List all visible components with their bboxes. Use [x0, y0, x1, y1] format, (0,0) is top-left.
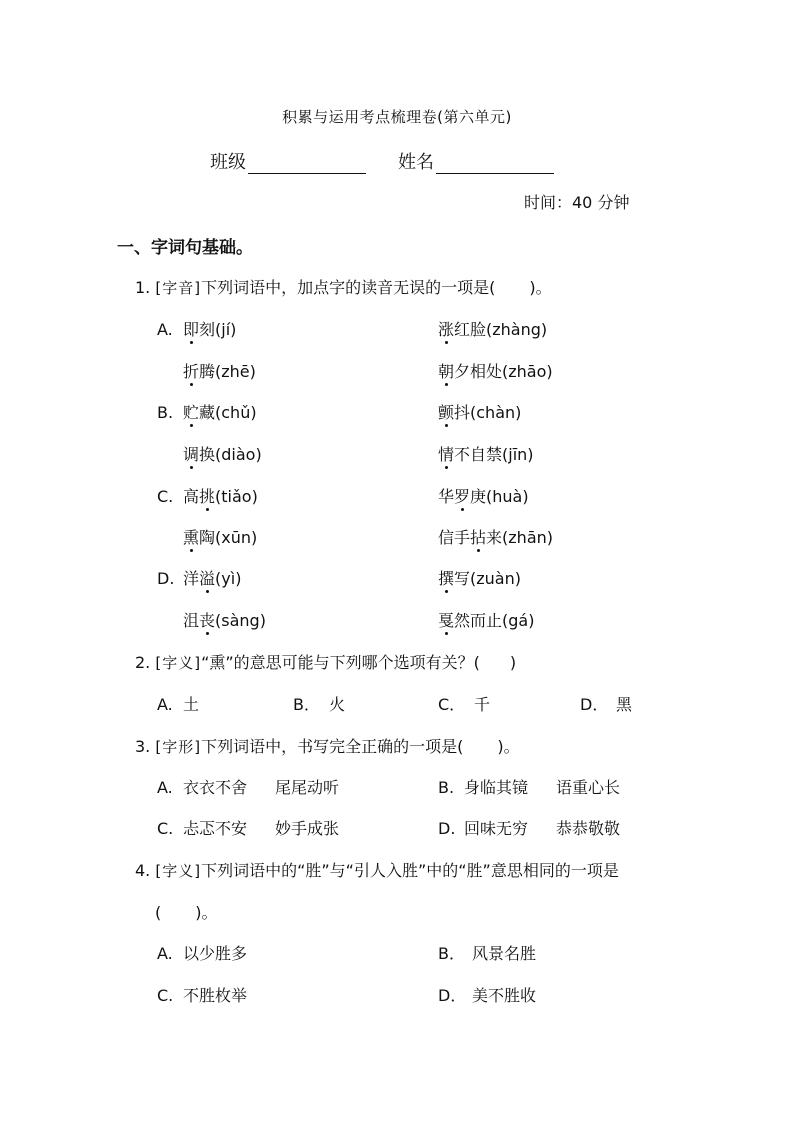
q2-option-c: [438, 692, 490, 715]
option-letter: B.: [438, 778, 455, 797]
q1-option-c-word2: [438, 484, 529, 507]
word-part: 高: [183, 487, 200, 506]
option-text: 美不胜收: [472, 986, 537, 1005]
option-text: 以少胜多: [183, 944, 248, 963]
question-tag: [字音]: [155, 279, 202, 297]
option-word: 恭恭敬敬: [556, 819, 621, 838]
word-part: 洋: [183, 569, 200, 588]
dotted-char: 溢: [199, 569, 216, 588]
dotted-char: 戛: [438, 611, 455, 630]
option-letter: D.: [157, 569, 175, 588]
q2-option-a: [157, 692, 199, 715]
question-tag: [字形]: [155, 738, 202, 756]
word-part: 华: [438, 487, 455, 506]
option-text: 不胜枚举: [183, 986, 248, 1005]
q1-option-b-word4: [438, 442, 534, 465]
dotted-char: 熏: [183, 528, 200, 547]
q4-option-b: [438, 941, 536, 964]
answer-paren-open: (: [155, 903, 162, 922]
word-part: 藏(chǔ): [199, 403, 257, 422]
q1-option-b-word3: [183, 442, 262, 465]
class-label: 班级: [210, 152, 246, 173]
q3-option-c: [157, 816, 339, 839]
word-part: 换(diào): [199, 445, 262, 464]
q1-option-d: [157, 566, 241, 589]
word-part: 庚(huà): [470, 487, 529, 506]
question-3-stem: [135, 734, 520, 757]
q1-option-b-word2: [438, 400, 521, 423]
q1-option-d-word2: [438, 566, 521, 589]
dotted-char: 折: [183, 362, 200, 381]
name-blank: [436, 173, 554, 174]
q1-option-d-word3: [183, 608, 266, 631]
class-field: [210, 148, 366, 174]
option-letter: D．: [580, 695, 609, 714]
class-blank: [248, 173, 366, 174]
option-word: 忐忑不安: [183, 819, 248, 838]
q1-option-c: [157, 484, 258, 507]
option-letter: A.: [157, 695, 173, 714]
option-word: 尾尾动听: [275, 778, 340, 797]
dotted-char: 丧: [199, 611, 216, 630]
question-number: 1.: [135, 278, 151, 297]
dotted-char: 朝: [438, 362, 455, 381]
question-tag: [字义]: [155, 862, 202, 880]
question-text: 下列词语中的“胜”与“引人入胜”中的“胜”意思相同的一项是: [201, 861, 619, 880]
option-word: 回味无穷: [464, 819, 529, 838]
question-number: 3.: [135, 737, 151, 756]
option-letter: A.: [157, 944, 173, 963]
option-letter: C.: [157, 819, 174, 838]
dotted-char: 拈: [470, 528, 487, 547]
question-text-end: )。: [497, 737, 520, 756]
word-part: 信手: [438, 528, 471, 547]
document-title: 积累与运用考点梳理卷(第六单元): [282, 108, 512, 126]
question-number: 4.: [135, 861, 151, 880]
option-letter: C.: [157, 487, 174, 506]
question-text-end: )。: [529, 278, 552, 297]
option-letter: D．: [438, 986, 467, 1005]
option-letter: D.: [438, 819, 456, 838]
dotted-char: 即: [183, 320, 200, 339]
question-tag: [字义]: [155, 654, 202, 672]
name-label: 姓名: [398, 152, 434, 173]
q1-option-a: [157, 317, 236, 340]
word-part: 抖(chàn): [454, 403, 522, 422]
word-part: 刻(jí): [199, 320, 237, 339]
option-text: 土: [183, 695, 200, 714]
option-text: 千: [474, 695, 491, 714]
question-1-stem: [135, 275, 552, 298]
q1-option-c-word4: [438, 525, 553, 548]
question-number: 2.: [135, 653, 151, 672]
option-letter: A.: [157, 778, 173, 797]
option-letter: C．: [438, 695, 466, 714]
dotted-char: 情: [438, 445, 455, 464]
word-part: 然而止(gá): [454, 611, 535, 630]
question-2-stem: [135, 650, 516, 673]
q3-option-d: [438, 816, 620, 839]
option-word: 语重心长: [556, 778, 621, 797]
option-text: 火: [329, 695, 346, 714]
q1-option-a-word2: [438, 317, 547, 340]
option-word: 妙手成张: [275, 819, 340, 838]
word-part: 不自禁(jīn): [454, 445, 534, 464]
name-field: [398, 148, 554, 174]
q1-option-b: [157, 400, 257, 423]
q2-option-b: [293, 692, 345, 715]
word-part: 夕相处(zhāo): [454, 362, 553, 381]
dotted-char: 挑: [199, 487, 216, 506]
answer-paren-close: )。: [195, 903, 218, 922]
q4-option-c: [157, 983, 247, 1006]
q1-option-a-word4: [438, 359, 553, 382]
dotted-char: 涨: [438, 320, 455, 339]
word-part: 红脸(zhàng): [454, 320, 548, 339]
word-part: 陶(xūn): [199, 528, 258, 547]
option-word: 身临其镜: [464, 778, 529, 797]
dotted-char: 颤: [438, 403, 455, 422]
section-title: 一、字词句基础。: [117, 238, 253, 258]
time-limit: 时间：40 分钟: [524, 193, 630, 212]
option-letter: A.: [157, 320, 173, 339]
word-part: 腾(zhē): [199, 362, 256, 381]
q3-option-a: [157, 775, 339, 798]
word-part: 写(zuàn): [454, 569, 521, 588]
question-text: “熏”的意思可能与下列哪个选项有关？(: [201, 653, 480, 672]
word-part: (tiǎo): [215, 487, 258, 506]
q1-option-c-word3: [183, 525, 257, 548]
option-letter: B．: [438, 944, 465, 963]
q4-option-d: [438, 983, 536, 1006]
question-text: 下列词语中，书写完全正确的一项是(: [201, 737, 464, 756]
q1-option-a-word3: [183, 359, 256, 382]
option-text: 风景名胜: [472, 944, 537, 963]
option-letter: C.: [157, 986, 174, 1005]
option-letter: B．: [293, 695, 320, 714]
question-4-answer-line: [155, 900, 218, 923]
dotted-char: 撰: [438, 569, 455, 588]
dotted-char: 罗: [454, 487, 471, 506]
question-text-end: ): [509, 653, 517, 672]
question-text: 下列词语中，加点字的读音无误的一项是(: [201, 278, 496, 297]
q1-option-d-word4: [438, 608, 534, 631]
dotted-char: 调: [183, 445, 200, 464]
option-text: 黑: [616, 695, 633, 714]
word-part: (yì): [215, 569, 242, 588]
q3-option-b: [438, 775, 620, 798]
option-word: 衣衣不舍: [183, 778, 248, 797]
q4-option-a: [157, 941, 247, 964]
option-letter: B.: [157, 403, 174, 422]
word-part: 沮: [183, 611, 200, 630]
word-part: 来(zhān): [486, 528, 554, 547]
question-4-stem: [135, 858, 619, 881]
word-part: (sàng): [215, 611, 266, 630]
dotted-char: 贮: [183, 403, 200, 422]
q2-option-d: [580, 692, 632, 715]
